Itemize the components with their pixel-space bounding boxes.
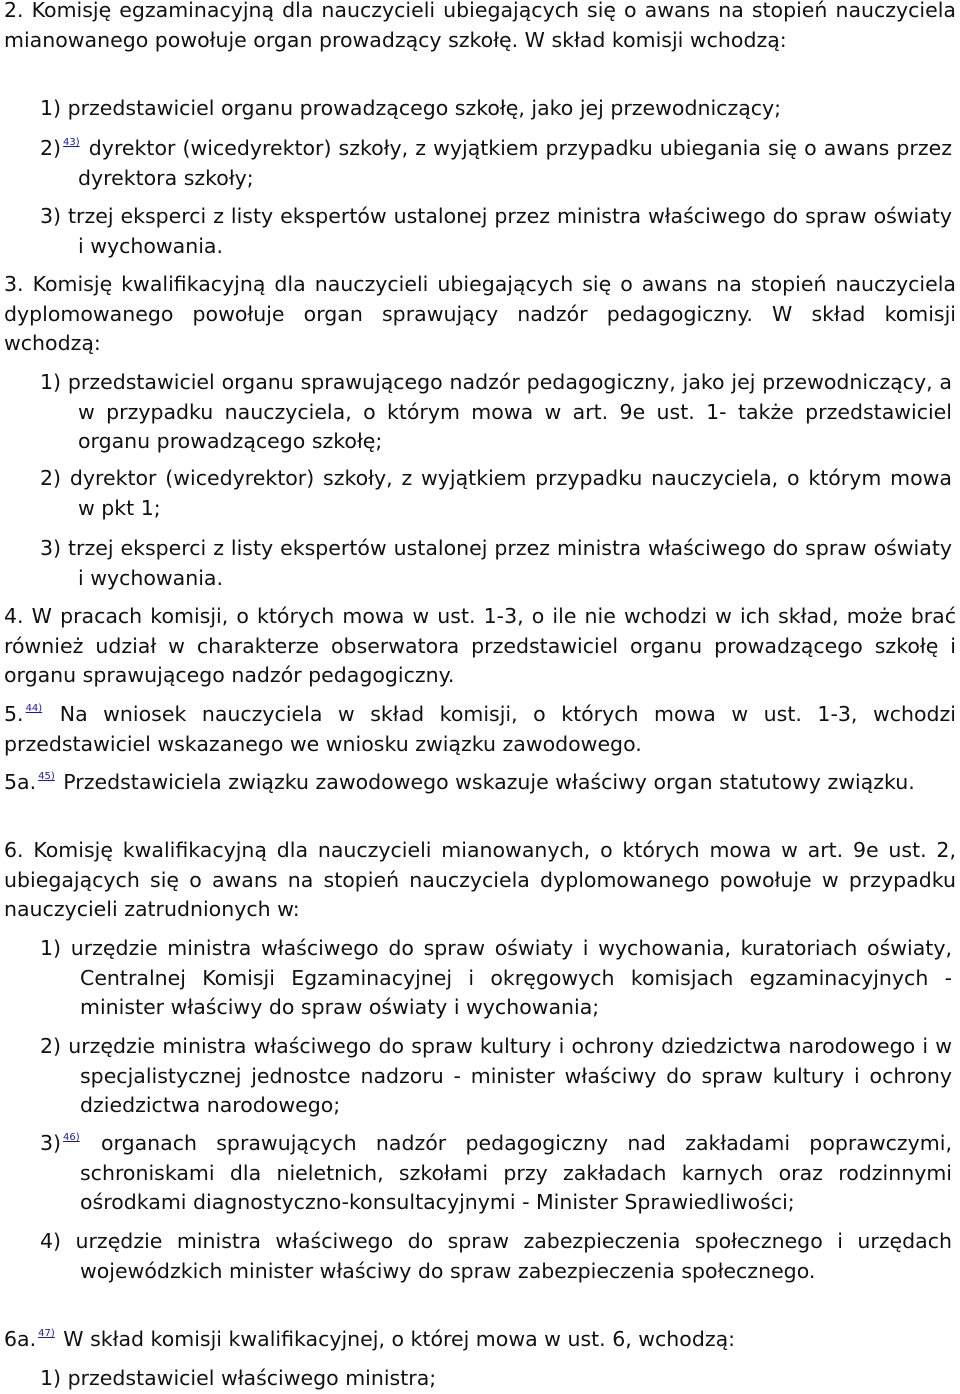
list-item: 1) przedstawiciel organu prowadzącego szkołę, jako jej przewodniczący; xyxy=(40,96,782,120)
list-item: 4) urzędzie ministra właściwego do spraw zabezpieczenia społecznego i urzędach wojewódzkich minister właściwy do spraw zabezpieczenia społecznego. xyxy=(40,1229,952,1283)
list-item: 2) urzędzie ministra właściwego do spraw kultury i ochrony dziedzictwa narodowego i w specjalistycznej jednostce nadzoru - minister właściwy do spraw kultury i ochrony dziedzictwa narodowego; xyxy=(40,1034,952,1117)
list-item: 2) dyrektor (wicedyrektor) szkoły, z wyjątkiem przypadku nauczyciela, o którym mowa w pkt 1; xyxy=(40,466,952,520)
list-item: 3) trzej eksperci z listy ekspertów ustalonej przez ministra właściwego do spraw oświaty i wychowania. xyxy=(40,536,952,590)
paragraph-6: 6. Komisję kwalifikacyjną dla nauczycieli mianowanych, o których mowa w art. 9e ust. 2, ubiegających się o awans na stopień nauczyciela dyplomowanego powołuje w przypadku nauczycieli zatrudnionych w: xyxy=(4,838,956,921)
paragraph-3: 3. Komisję kwalifikacyjną dla nauczycieli ubiegających się o awans na stopień nauczyciela dyplomowanego powołuje organ sprawujący nadzór pedagogiczny. W skład komisji wchodzą: xyxy=(4,272,956,355)
footnote-link[interactable]: 46) xyxy=(63,1132,80,1143)
paragraph-2: 2. Komisję egzaminacyjną dla nauczycieli ubiegających się o awans na stopień nauczyciela mianowanego powołuje organ prowadzący szkołę. W skład komisji wchodzą: xyxy=(4,0,956,52)
paragraph-5: 5. $^{44)}$ Na wniosek nauczyciela w skład komisji, o których mowa w ust. 1-3, wchodzi przedstawiciel wskazanego we wniosku związku zawodowego. xyxy=(4,702,956,756)
paragraph-4: 4. W pracach komisji, o których mowa w ust. 1-3, o ile nie wchodzi w ich skład, może brać również udział w charakterze obserwatora przedstawiciel organu prowadzącego szkołę i organu sprawującego nadzór pedagogiczny. xyxy=(4,604,956,687)
list-item: 3) trzej eksperci z listy ekspertów ustalonej przez ministra właściwego do spraw oświaty i wychowania. xyxy=(40,204,952,258)
paragraph-6a: 6a. $^{47)}$ W skład komisji kwalifikacyjnej, o której mowa w ust. 6, wchodzą: xyxy=(4,1327,736,1351)
list-item: 1) urzędzie ministra właściwego do spraw oświaty i wychowania, kuratoriach oświaty, Centralnej Komisji Egzaminacyjnej i okręgowych komisjach egzaminacyjnych - minister właściwy do spraw oświaty i wychowania; xyxy=(40,936,952,1019)
paragraph-5a: 5a. $^{45)}$ Przedstawiciela związku zawodowego wskazuje właściwy organ statutowy związku. xyxy=(4,770,915,794)
footnote-link[interactable]: 45) xyxy=(38,771,55,782)
footnote-link[interactable]: 44) xyxy=(25,703,43,714)
list-item: 1) przedstawiciel organu sprawującego nadzór pedagogiczny, jako jej przewodniczący, a w przypadku nauczyciela, o którym mowa w art. 9e ust. 1- także przedstawiciel organu prowadzącego szkołę; xyxy=(40,370,952,453)
list-item: 3) $^{46)}$ organach sprawujących nadzór pedagogiczny nad zakładami poprawczymi, schroniskami dla nieletnich, szkołami przy zakładach karnych oraz rodzinnymi ośrodkami diagnostyczno-konsultacyjnymi - Minister Sprawiedliwości; xyxy=(40,1131,952,1214)
footnote-link[interactable]: 43) xyxy=(63,137,80,148)
list-item: 2) $^{43)}$ dyrektor (wicedyrektor) szkoły, z wyjątkiem przypadku ubiegania się o awans przez dyrektora szkoły; xyxy=(40,136,952,190)
list-item: 1) przedstawiciel właściwego ministra; xyxy=(40,1366,437,1390)
footnote-link[interactable]: 47) xyxy=(38,1328,55,1339)
